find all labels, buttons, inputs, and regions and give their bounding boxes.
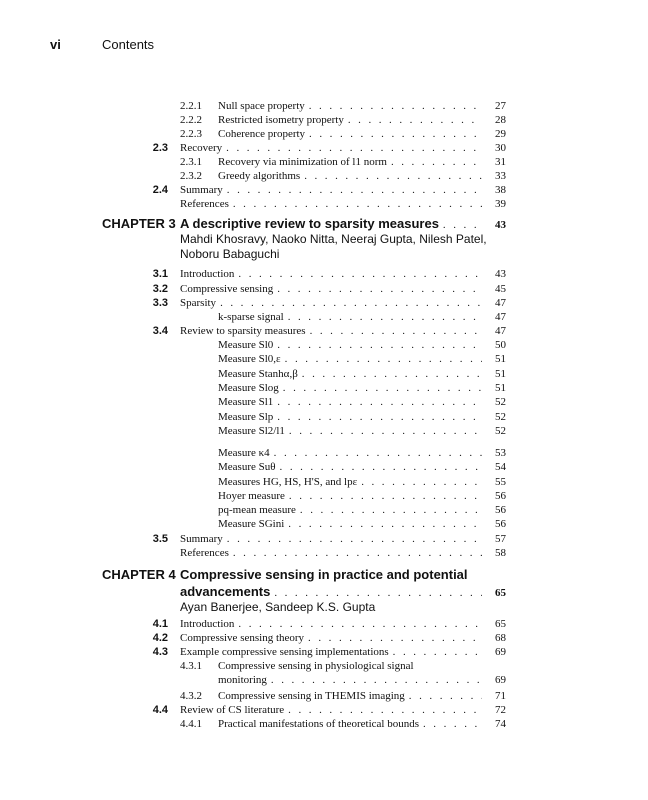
entry-title: Coherence property (218, 128, 306, 140)
page-ref: 43 (495, 219, 506, 231)
toc-entry (218, 411, 506, 423)
dot-leader (309, 100, 482, 112)
dot-leader (289, 425, 482, 437)
page-ref: 56 (495, 504, 506, 516)
toc-entry (218, 490, 506, 502)
toc-entry (218, 114, 506, 126)
page-ref: 52 (495, 396, 506, 408)
section-number: 2.2.2 (180, 114, 202, 126)
dot-leader (274, 587, 482, 599)
section-number: 2.3.1 (180, 156, 202, 168)
chapter-title: A descriptive review to sparsity measures (180, 216, 439, 231)
entry-title: References (180, 198, 229, 210)
dot-leader (233, 547, 482, 559)
page-ref: 55 (495, 476, 506, 488)
section-number: 4.3.1 (180, 660, 202, 672)
dot-leader (277, 339, 482, 351)
dot-leader (391, 156, 482, 168)
page-ref: 57 (495, 533, 506, 545)
toc-entry (218, 156, 506, 168)
page-ref: 58 (495, 547, 506, 559)
chapter-title: advancements (180, 584, 271, 599)
toc-entry (218, 425, 506, 437)
toc-entry (180, 646, 506, 658)
dot-leader (300, 504, 482, 516)
toc-entry (180, 547, 506, 559)
entry-title: k-sparse signal (218, 311, 284, 323)
section-number: 4.4.1 (180, 718, 202, 730)
entry-title: Measure Slp (218, 411, 274, 423)
entry-title: Summary (180, 533, 223, 545)
toc-entry (218, 353, 506, 365)
dot-leader (274, 447, 482, 459)
chapter-authors (180, 600, 375, 615)
entry-title: Compressive sensing theory (180, 632, 305, 644)
dot-leader (280, 461, 482, 473)
entry-title: Null space property (218, 100, 305, 112)
toc-entry (180, 704, 506, 716)
toc-entry (218, 461, 506, 473)
page-ref: 69 (495, 674, 506, 686)
page-ref: 56 (495, 490, 506, 502)
dot-leader (233, 198, 482, 210)
toc-entry (218, 128, 506, 140)
toc-entry (218, 674, 506, 686)
toc-entry (180, 268, 506, 280)
dot-leader (304, 170, 482, 182)
dot-leader (283, 382, 482, 394)
dot-leader (277, 283, 482, 295)
author-line: Noboru Babaguchi (180, 247, 280, 261)
section-number: 3.2 (152, 283, 168, 295)
toc-entry (218, 504, 506, 516)
dot-leader (288, 518, 482, 530)
page-ref: 29 (495, 128, 506, 140)
dot-leader (393, 646, 482, 658)
dot-leader (409, 690, 482, 702)
page-ref: 71 (495, 690, 506, 702)
entry-title: Introduction (180, 268, 235, 280)
entry-title: Sparsity (180, 297, 217, 309)
page-ref: 50 (495, 339, 506, 351)
toc-entry (218, 447, 506, 459)
page-ref: 33 (495, 170, 506, 182)
entry-title: Compressive sensing (180, 283, 274, 295)
entry-title: Hoyer measure (218, 490, 285, 502)
toc-entry (180, 283, 506, 295)
section-number: 2.2.1 (180, 100, 202, 112)
author-line: Mahdi Khosravy, Naoko Nitta, Neeraj Gupta, Nilesh Patel, (180, 232, 487, 246)
toc-entry (218, 382, 506, 394)
page-ref: 52 (495, 411, 506, 423)
page-ref: 72 (495, 704, 506, 716)
entry-title: Measures HG, HS, H'S, and lpε (218, 476, 358, 488)
section-number: 4.1 (152, 618, 168, 630)
dot-leader (227, 184, 482, 196)
toc-entry (218, 518, 506, 530)
toc-entry (180, 632, 506, 644)
entry-title: Restricted isometry property (218, 114, 344, 126)
toc-entry (218, 660, 506, 672)
section-number: 3.1 (152, 268, 168, 280)
page-ref: 68 (495, 632, 506, 644)
page-ref: 74 (495, 718, 506, 730)
entry-title: Compressive sensing in physiological signal (218, 660, 414, 672)
toc-entry (218, 476, 506, 488)
entry-title: Review to sparsity measures (180, 325, 306, 337)
toc-entry (218, 100, 506, 112)
entry-title: pq-mean measure (218, 504, 296, 516)
entry-title: Recovery via minimization of l1 norm (218, 156, 387, 168)
section-number: 3.5 (152, 533, 168, 545)
toc-entry (180, 618, 506, 630)
entry-title: Measure Sl1 (218, 396, 274, 408)
dot-leader (226, 142, 482, 154)
page-ref: 39 (495, 198, 506, 210)
entry-title: Measure SGini (218, 518, 285, 530)
dot-leader (423, 718, 482, 730)
chapter-authors (180, 232, 487, 262)
section-number: 2.2.3 (180, 128, 202, 140)
page-ref: 27 (495, 100, 506, 112)
dot-leader (277, 396, 482, 408)
section-number: 2.3.2 (180, 170, 202, 182)
entry-title: monitoring (218, 674, 267, 686)
dot-leader (227, 533, 482, 545)
page-ref: 52 (495, 425, 506, 437)
toc-entry (180, 567, 506, 582)
page-ref: 51 (495, 353, 506, 365)
page-ref: 43 (495, 268, 506, 280)
entry-title: Example compressive sensing implementations (180, 646, 389, 658)
page-ref: 47 (495, 311, 506, 323)
page-ref: 65 (495, 587, 506, 599)
toc-entry (180, 184, 506, 196)
dot-leader (361, 476, 482, 488)
page-number: vi (50, 37, 61, 52)
entry-title: Measure κ4 (218, 447, 270, 459)
page-ref: 47 (495, 325, 506, 337)
toc-entry (180, 325, 506, 337)
toc-entry (218, 339, 506, 351)
dot-leader (308, 632, 482, 644)
section-number: 4.3 (152, 646, 168, 658)
entry-title: Measure Sl0,ε (218, 353, 281, 365)
page-ref: 51 (495, 368, 506, 380)
dot-leader (302, 368, 482, 380)
chapter-label: CHAPTER 4 (102, 567, 176, 582)
dot-leader (220, 297, 482, 309)
page-ref: 65 (495, 618, 506, 630)
page-ref: 30 (495, 142, 506, 154)
toc-entry (180, 216, 506, 231)
page-ref: 31 (495, 156, 506, 168)
entry-title: Measure Sl2/l1 (218, 425, 285, 437)
section-number: 3.4 (152, 325, 168, 337)
entry-title: References (180, 547, 229, 559)
dot-leader (309, 128, 482, 140)
page-ref: 51 (495, 382, 506, 394)
toc-entry (180, 584, 506, 599)
section-number: 3.3 (152, 297, 168, 309)
entry-title: Measure Stanhα,β (218, 368, 298, 380)
toc-entry (180, 142, 506, 154)
section-number: 4.4 (152, 704, 168, 716)
page-ref: 53 (495, 447, 506, 459)
entry-title: Introduction (180, 618, 235, 630)
author-line: Ayan Banerjee, Sandeep K.S. Gupta (180, 600, 376, 614)
chapter-title: Compressive sensing in practice and potential (180, 567, 468, 582)
toc-entry (180, 533, 506, 545)
entry-title: Measure Suθ (218, 461, 276, 473)
running-header-title: Contents (102, 37, 155, 52)
section-number: 2.4 (152, 184, 168, 196)
toc-entry (180, 198, 506, 210)
toc-entry (218, 718, 506, 730)
toc-entry (218, 368, 506, 380)
toc-entry (218, 170, 506, 182)
page-ref: 45 (495, 283, 506, 295)
toc-entry (180, 297, 506, 309)
section-number: 4.2 (152, 632, 168, 644)
entry-title: Measure Sl0 (218, 339, 274, 351)
dot-leader (443, 219, 482, 231)
dot-leader (238, 618, 482, 630)
section-number: 2.3 (152, 142, 168, 154)
page-ref: 56 (495, 518, 506, 530)
toc-entry (218, 690, 506, 702)
entry-title: Measure Slog (218, 382, 279, 394)
entry-title: Greedy algorithms (218, 170, 301, 182)
dot-leader (288, 311, 482, 323)
page-ref: 54 (495, 461, 506, 473)
entry-title: Practical manifestations of theoretical bounds (218, 718, 419, 730)
dot-leader (271, 674, 482, 686)
section-number: 4.3.2 (180, 690, 202, 702)
toc-entry (218, 396, 506, 408)
dot-leader (310, 325, 482, 337)
page-ref: 69 (495, 646, 506, 658)
entry-title: Compressive sensing in THEMIS imaging (218, 690, 405, 702)
entry-title: Recovery (180, 142, 223, 154)
dot-leader (348, 114, 482, 126)
dot-leader (238, 268, 482, 280)
page-ref: 38 (495, 184, 506, 196)
toc-entry (218, 311, 506, 323)
chapter-label: CHAPTER 3 (102, 216, 176, 231)
page-ref: 28 (495, 114, 506, 126)
entry-title: Summary (180, 184, 223, 196)
dot-leader (289, 490, 482, 502)
dot-leader (277, 411, 482, 423)
entry-title: Review of CS literature (180, 704, 285, 716)
page-ref: 47 (495, 297, 506, 309)
dot-leader (285, 353, 482, 365)
dot-leader (288, 704, 482, 716)
